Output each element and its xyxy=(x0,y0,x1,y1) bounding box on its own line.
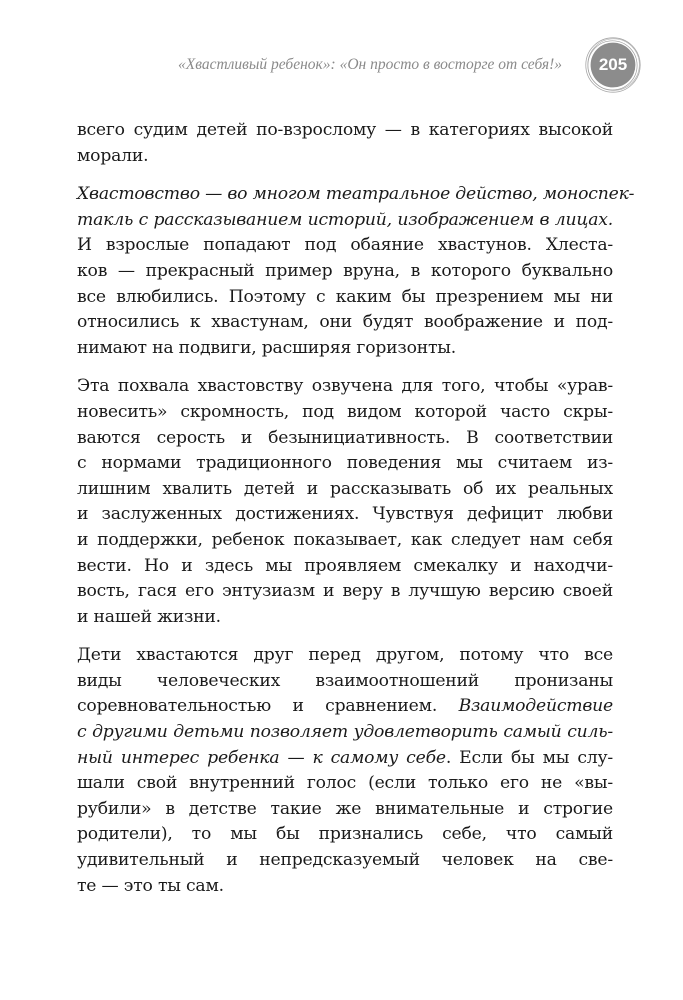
text-segment: и нашей жизни. xyxy=(77,606,221,627)
text-segment: ков — прекрасный пример вруна, в которого буквально xyxy=(77,260,613,281)
text-segment: те — это ты сам. xyxy=(77,875,224,896)
text-line xyxy=(77,874,613,900)
text-line xyxy=(77,233,613,259)
text-line xyxy=(77,285,613,311)
text-segment: виды человеческих взаимоотношений пронизаны xyxy=(77,670,613,691)
text-line xyxy=(77,208,613,234)
text-segment: И взрослые попадают под обаяние хвастунов. Хлеста- xyxy=(77,235,613,256)
text-segment: и поддержки, ребенок показывает, как следует нам себя xyxy=(77,529,613,550)
text-segment: соревновательностью и сравнением. xyxy=(77,696,459,717)
text-segment: родители), то мы бы признались себе, что самый xyxy=(77,824,613,845)
text-segment: Дети хвастаются друг перед другом, потому что все xyxy=(77,645,613,666)
page-number-badge xyxy=(584,36,642,94)
text-segment: все влюбились. Поэтому с каким бы презрением мы ни xyxy=(77,286,613,307)
text-segment: лишним хвалить детей и рассказывать об их реальных xyxy=(77,478,613,499)
text-line xyxy=(77,579,613,605)
paragraph-gap xyxy=(77,361,613,374)
text-line xyxy=(77,118,613,144)
text-segment: рубили» в детстве такие же внимательные и строгие xyxy=(77,798,613,819)
text-line xyxy=(77,643,613,669)
text-line xyxy=(77,477,613,503)
text-line xyxy=(77,451,613,477)
italic-text-segment: Хвастовство — во многом театральное действо, моноспек- xyxy=(77,184,635,205)
text-line xyxy=(77,822,613,848)
text-line xyxy=(77,771,613,797)
running-header: «Хвастливый ребенок»: «Он просто в восторге от себя!» xyxy=(177,56,562,73)
italic-text-segment: ный интерес ребенка — к самому себе xyxy=(77,747,446,768)
text-segment: удивительный и непредсказуемый человек на све- xyxy=(77,850,613,871)
text-line xyxy=(77,746,613,772)
italic-text-segment: такль с рассказыванием историй, изображением в лицах. xyxy=(77,209,613,230)
paragraph xyxy=(77,118,613,169)
text-line xyxy=(77,502,613,528)
text-segment: новесить» скромность, под видом которой часто скры- xyxy=(77,401,613,422)
text-line xyxy=(77,426,613,452)
italic-text-segment: с другими детьми позволяет удовлетворить самый силь- xyxy=(77,722,613,743)
paragraph xyxy=(77,643,613,899)
text-segment: нимают на подвиги, расширяя горизонты. xyxy=(77,337,457,358)
text-segment: . Если бы мы слу- xyxy=(445,747,613,768)
text-line xyxy=(77,720,613,746)
text-line xyxy=(77,182,635,208)
text-segment: вость, гася его энтузиазм и веру в лучшую версию своей xyxy=(77,581,613,602)
text-line xyxy=(77,336,613,362)
text-segment: ваются серость и безынициативность. В соответствии xyxy=(77,427,613,448)
paragraph-gap xyxy=(77,169,613,182)
text-line xyxy=(77,554,613,580)
text-line xyxy=(77,797,613,823)
text-segment: вести. Но и здесь мы проявляем смекалку и находчи- xyxy=(77,555,613,576)
paragraph xyxy=(77,374,613,630)
text-segment: относились к хвастунам, они будят воображение и под- xyxy=(77,312,613,333)
text-segment: шали свой внутренний голос (если только его не «вы- xyxy=(77,773,613,794)
page-number: 205 xyxy=(598,55,628,74)
paragraph-gap xyxy=(77,630,613,643)
text-segment: Эта похвала хвастовству озвучена для того, чтобы «урав- xyxy=(77,376,613,397)
text-line xyxy=(77,144,613,170)
italic-text-segment: Взаимодействие xyxy=(458,696,613,717)
body-text xyxy=(77,118,635,899)
paragraph xyxy=(77,182,635,361)
text-segment: всего судим детей по-взрослому — в категориях высокой xyxy=(77,120,613,140)
text-line xyxy=(77,310,613,336)
text-line xyxy=(77,669,613,695)
text-line xyxy=(77,848,613,874)
text-line xyxy=(77,605,613,631)
text-segment: морали. xyxy=(77,145,149,166)
text-line xyxy=(77,259,613,285)
text-line xyxy=(77,694,613,720)
text-line xyxy=(77,374,613,400)
text-segment: с нормами традиционного поведения мы считаем из- xyxy=(77,453,613,474)
text-line xyxy=(77,400,613,426)
text-segment: и заслуженных достижениях. Чувствуя дефицит любви xyxy=(77,504,613,525)
text-line xyxy=(77,528,613,554)
